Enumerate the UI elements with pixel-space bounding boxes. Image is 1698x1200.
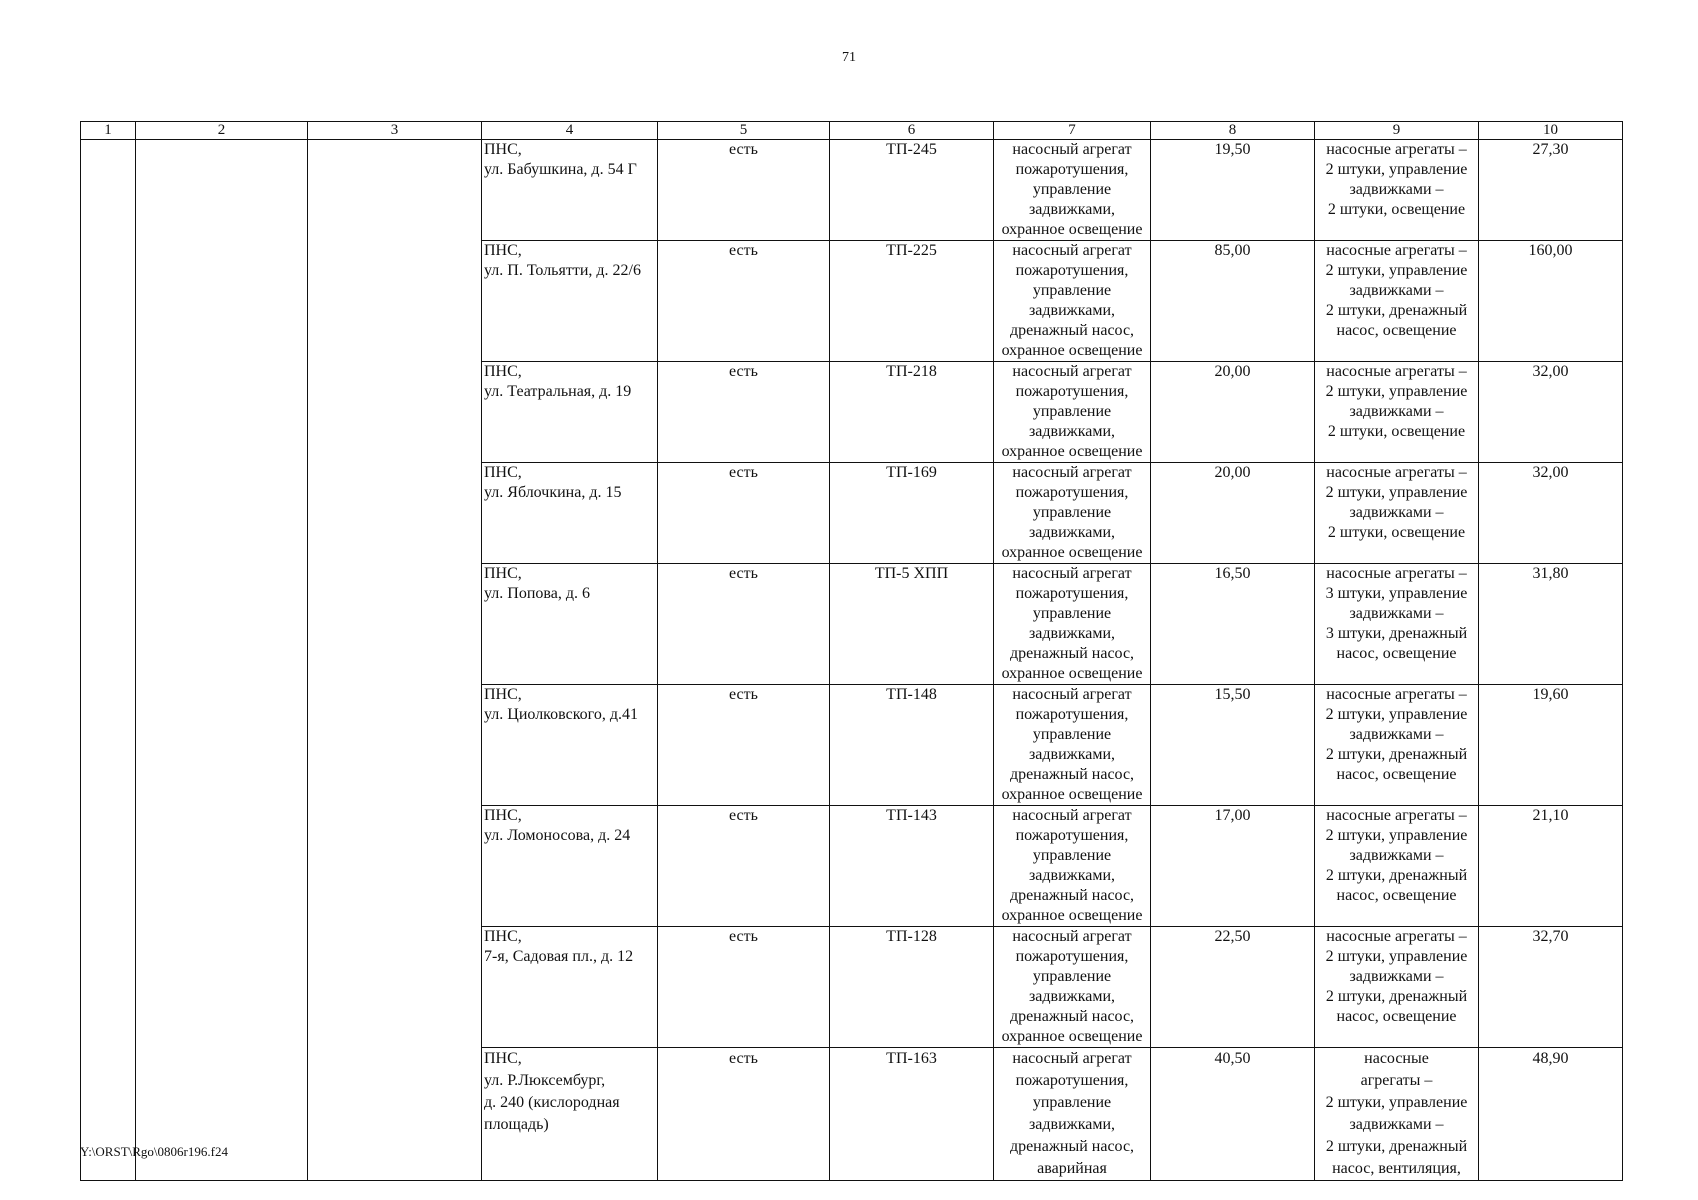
cell-line: 3 штуки, дренажный <box>1325 625 1468 642</box>
availability-cell: есть <box>658 362 830 463</box>
cell-line: ПНС, <box>484 807 522 824</box>
cell-line: 2 штуки, управление <box>1325 383 1468 400</box>
cell-line: управление <box>1032 968 1112 985</box>
cell-line: задвижками, <box>1028 524 1116 541</box>
address-cell <box>482 362 658 463</box>
cell-line: задвижками, <box>1028 625 1116 642</box>
cell-line: охранное освещение <box>1001 665 1143 682</box>
cell-line: насосный агрегат <box>1012 1050 1132 1067</box>
data-table <box>80 121 1623 1181</box>
value-cell: 19,60 <box>1479 685 1623 806</box>
cell-line: 2 штуки, управление <box>1325 161 1468 178</box>
cell-line: ул. Ломоносова, д. 24 <box>484 827 631 844</box>
address-cell <box>482 1048 658 1181</box>
cell-line: ул. Попова, д. 6 <box>484 585 590 602</box>
header-cell: 7 <box>994 122 1151 140</box>
availability-cell: есть <box>658 463 830 564</box>
cell-line: ул. Циолковского, д.41 <box>484 706 638 723</box>
substation-cell: ТП-5 ХПП <box>830 564 994 685</box>
cell-line: задвижками, <box>1028 746 1116 763</box>
availability-cell: есть <box>658 140 830 241</box>
equipment-count-cell <box>1315 927 1479 1048</box>
address-cell <box>482 140 658 241</box>
cell-line: 2 штуки, управление <box>1325 262 1468 279</box>
header-cell: 1 <box>81 122 136 140</box>
substation-cell: ТП-225 <box>830 241 994 362</box>
cell-line: задвижками – <box>1349 403 1444 420</box>
address-cell <box>482 463 658 564</box>
cell-line: охранное освещение <box>1001 1028 1143 1045</box>
empty-merged-cell-col2 <box>136 140 308 1181</box>
equipment-cell <box>994 1048 1151 1181</box>
cell-line: 2 штуки, управление <box>1325 1094 1468 1111</box>
cell-line: 2 штуки, дренажный <box>1325 302 1468 319</box>
cell-line: управление <box>1032 181 1112 198</box>
cell-line: пожаротушения, <box>1015 484 1129 501</box>
cell-line: пожаротушения, <box>1015 383 1129 400</box>
cell-line: задвижками – <box>1349 847 1444 864</box>
cell-line: насосные агрегаты – <box>1326 928 1467 945</box>
substation-cell: ТП-143 <box>830 806 994 927</box>
substation-cell: ТП-245 <box>830 140 994 241</box>
cell-line: охранное освещение <box>1001 907 1143 924</box>
header-cell: 5 <box>658 122 830 140</box>
equipment-cell <box>994 564 1151 685</box>
cell-line: 2 штуки, дренажный <box>1325 867 1468 884</box>
header-cell: 3 <box>308 122 482 140</box>
cell-line: задвижками – <box>1349 181 1444 198</box>
empty-merged-cell-col1 <box>81 140 136 1181</box>
cell-line: д. 240 (кислородная <box>484 1094 620 1111</box>
cell-line: ул. Бабушкина, д. 54 Г <box>484 161 637 178</box>
cell-line: задвижками – <box>1349 1116 1444 1133</box>
cell-line: охранное освещение <box>1001 786 1143 803</box>
cell-line: пожаротушения, <box>1015 948 1129 965</box>
cell-line: ул. Театральная, д. 19 <box>484 383 632 400</box>
substation-cell: ТП-163 <box>830 1048 994 1181</box>
cell-line: управление <box>1032 847 1112 864</box>
cell-line: ул. П. Тольятти, д. 22/6 <box>484 262 641 279</box>
cell-line: ПНС, <box>484 928 522 945</box>
cell-line: насосный агрегат <box>1012 928 1132 945</box>
value-cell: 16,50 <box>1151 564 1315 685</box>
cell-line: дренажный насос, <box>1009 1008 1135 1025</box>
equipment-count-cell <box>1315 1048 1479 1181</box>
cell-line: 7-я, Садовая пл., д. 12 <box>484 948 634 965</box>
substation-cell: ТП-218 <box>830 362 994 463</box>
cell-line: охранное освещение <box>1001 342 1143 359</box>
equipment-cell <box>994 927 1151 1048</box>
equipment-count-cell <box>1315 362 1479 463</box>
value-cell: 27,30 <box>1479 140 1623 241</box>
availability-cell: есть <box>658 927 830 1048</box>
equipment-count-cell <box>1315 806 1479 927</box>
cell-line: ул. Р.Люксембург, <box>484 1072 606 1089</box>
cell-line: дренажный насос, <box>1009 887 1135 904</box>
value-cell: 22,50 <box>1151 927 1315 1048</box>
cell-line: насос, вентиляция, <box>1332 1160 1461 1177</box>
availability-cell: есть <box>658 241 830 362</box>
cell-line: пожаротушения, <box>1015 706 1129 723</box>
value-cell: 160,00 <box>1479 241 1623 362</box>
cell-line: насосные агрегаты – <box>1326 242 1467 259</box>
equipment-count-cell <box>1315 564 1479 685</box>
cell-line: ПНС, <box>484 464 522 481</box>
value-cell: 32,70 <box>1479 927 1623 1048</box>
cell-line: дренажный насос, <box>1009 645 1135 662</box>
value-cell: 32,00 <box>1479 463 1623 564</box>
cell-line: насосный агрегат <box>1012 363 1132 380</box>
cell-line: насосные агрегаты – <box>1326 464 1467 481</box>
cell-line: насосный агрегат <box>1012 807 1132 824</box>
cell-line: насосный агрегат <box>1012 686 1132 703</box>
cell-line: 2 штуки, дренажный <box>1325 746 1468 763</box>
cell-line: задвижками – <box>1349 282 1444 299</box>
cell-line: 2 штуки, освещение <box>1327 201 1466 218</box>
cell-line: насосные агрегаты – <box>1326 565 1467 582</box>
cell-line: задвижками, <box>1028 423 1116 440</box>
cell-line: управление <box>1032 403 1112 420</box>
cell-line: агрегаты – <box>1360 1072 1433 1089</box>
footer-file-path: Y:\ORST\Rgo\0806r196.f24 <box>80 1144 228 1159</box>
substation-cell: ТП-148 <box>830 685 994 806</box>
cell-line: охранное освещение <box>1001 221 1143 238</box>
cell-line: насосные агрегаты – <box>1326 807 1467 824</box>
table-row <box>81 140 1623 241</box>
cell-line: ПНС, <box>484 686 522 703</box>
cell-line: ПНС, <box>484 565 522 582</box>
availability-cell: есть <box>658 685 830 806</box>
substation-cell: ТП-128 <box>830 927 994 1048</box>
cell-line: насосные <box>1364 1050 1429 1067</box>
cell-line: насосные агрегаты – <box>1326 686 1467 703</box>
header-cell: 6 <box>830 122 994 140</box>
cell-line: насос, освещение <box>1336 322 1457 339</box>
substation-cell: ТП-169 <box>830 463 994 564</box>
value-cell: 19,50 <box>1151 140 1315 241</box>
cell-line: дренажный насос, <box>1009 322 1135 339</box>
equipment-count-cell <box>1315 685 1479 806</box>
value-cell: 17,00 <box>1151 806 1315 927</box>
cell-line: 2 штуки, управление <box>1325 827 1468 844</box>
cell-line: 3 штуки, управление <box>1325 585 1468 602</box>
cell-line: насосный агрегат <box>1012 565 1132 582</box>
cell-line: ул. Яблочкина, д. 15 <box>484 484 622 501</box>
cell-line: управление <box>1032 282 1112 299</box>
cell-line: пожаротушения, <box>1015 161 1129 178</box>
cell-line: ПНС, <box>484 242 522 259</box>
cell-line: 2 штуки, освещение <box>1327 524 1466 541</box>
cell-line: охранное освещение <box>1001 544 1143 561</box>
cell-line: насосный агрегат <box>1012 464 1132 481</box>
cell-line: насос, освещение <box>1336 1008 1457 1025</box>
cell-line: ПНС, <box>484 141 522 158</box>
value-cell: 32,00 <box>1479 362 1623 463</box>
cell-line: насос, освещение <box>1336 766 1457 783</box>
cell-line: насосный агрегат <box>1012 242 1132 259</box>
value-cell: 31,80 <box>1479 564 1623 685</box>
cell-line: насосные агрегаты – <box>1326 363 1467 380</box>
cell-line: задвижками – <box>1349 968 1444 985</box>
cell-line: задвижками – <box>1349 504 1444 521</box>
cell-line: задвижками, <box>1028 1116 1116 1133</box>
cell-line: насос, освещение <box>1336 645 1457 662</box>
header-cell: 9 <box>1315 122 1479 140</box>
cell-line: пожаротушения, <box>1015 585 1129 602</box>
equipment-count-cell <box>1315 140 1479 241</box>
value-cell: 20,00 <box>1151 463 1315 564</box>
empty-merged-cell-col3 <box>308 140 482 1181</box>
cell-line: 2 штуки, управление <box>1325 706 1468 723</box>
cell-line: пожаротушения, <box>1015 1072 1129 1089</box>
equipment-cell <box>994 241 1151 362</box>
cell-line: задвижками, <box>1028 302 1116 319</box>
cell-line: 2 штуки, управление <box>1325 484 1468 501</box>
cell-line: аварийная <box>1037 1160 1107 1177</box>
cell-line: насосный агрегат <box>1012 141 1132 158</box>
availability-cell: есть <box>658 806 830 927</box>
availability-cell: есть <box>658 564 830 685</box>
cell-line: задвижками – <box>1349 726 1444 743</box>
address-cell <box>482 927 658 1048</box>
value-cell: 85,00 <box>1151 241 1315 362</box>
header-cell: 10 <box>1479 122 1623 140</box>
cell-line: пожаротушения, <box>1015 827 1129 844</box>
equipment-cell <box>994 806 1151 927</box>
cell-line: насосные агрегаты – <box>1326 141 1467 158</box>
equipment-cell <box>994 685 1151 806</box>
cell-line: ПНС, <box>484 1050 522 1067</box>
cell-line: ПНС, <box>484 363 522 380</box>
equipment-count-cell <box>1315 463 1479 564</box>
cell-line: управление <box>1032 1094 1112 1111</box>
value-cell: 15,50 <box>1151 685 1315 806</box>
cell-line: пожаротушения, <box>1015 262 1129 279</box>
cell-line: задвижками – <box>1349 605 1444 622</box>
value-cell: 20,00 <box>1151 362 1315 463</box>
equipment-cell <box>994 140 1151 241</box>
cell-line: управление <box>1032 504 1112 521</box>
cell-line: охранное освещение <box>1001 443 1143 460</box>
cell-line: 2 штуки, управление <box>1325 948 1468 965</box>
value-cell: 40,50 <box>1151 1048 1315 1181</box>
address-cell <box>482 241 658 362</box>
cell-line: управление <box>1032 726 1112 743</box>
cell-line: дренажный насос, <box>1009 1138 1135 1155</box>
header-row <box>81 122 1623 140</box>
cell-line: насос, освещение <box>1336 887 1457 904</box>
cell-line: задвижками, <box>1028 988 1116 1005</box>
cell-line: 2 штуки, освещение <box>1327 423 1466 440</box>
equipment-cell <box>994 463 1151 564</box>
header-cell: 2 <box>136 122 308 140</box>
cell-line: площадь) <box>484 1116 549 1133</box>
cell-line: 2 штуки, дренажный <box>1325 1138 1468 1155</box>
header-cell: 8 <box>1151 122 1315 140</box>
cell-line: управление <box>1032 605 1112 622</box>
value-cell: 48,90 <box>1479 1048 1623 1181</box>
cell-line: задвижками, <box>1028 867 1116 884</box>
address-cell <box>482 806 658 927</box>
value-cell: 21,10 <box>1479 806 1623 927</box>
header-cell: 4 <box>482 122 658 140</box>
address-cell <box>482 685 658 806</box>
equipment-cell <box>994 362 1151 463</box>
address-cell <box>482 564 658 685</box>
cell-line: 2 штуки, дренажный <box>1325 988 1468 1005</box>
cell-line: дренажный насос, <box>1009 766 1135 783</box>
equipment-count-cell <box>1315 241 1479 362</box>
availability-cell: есть <box>658 1048 830 1181</box>
page-number: 71 <box>842 50 856 65</box>
cell-line: задвижками, <box>1028 201 1116 218</box>
